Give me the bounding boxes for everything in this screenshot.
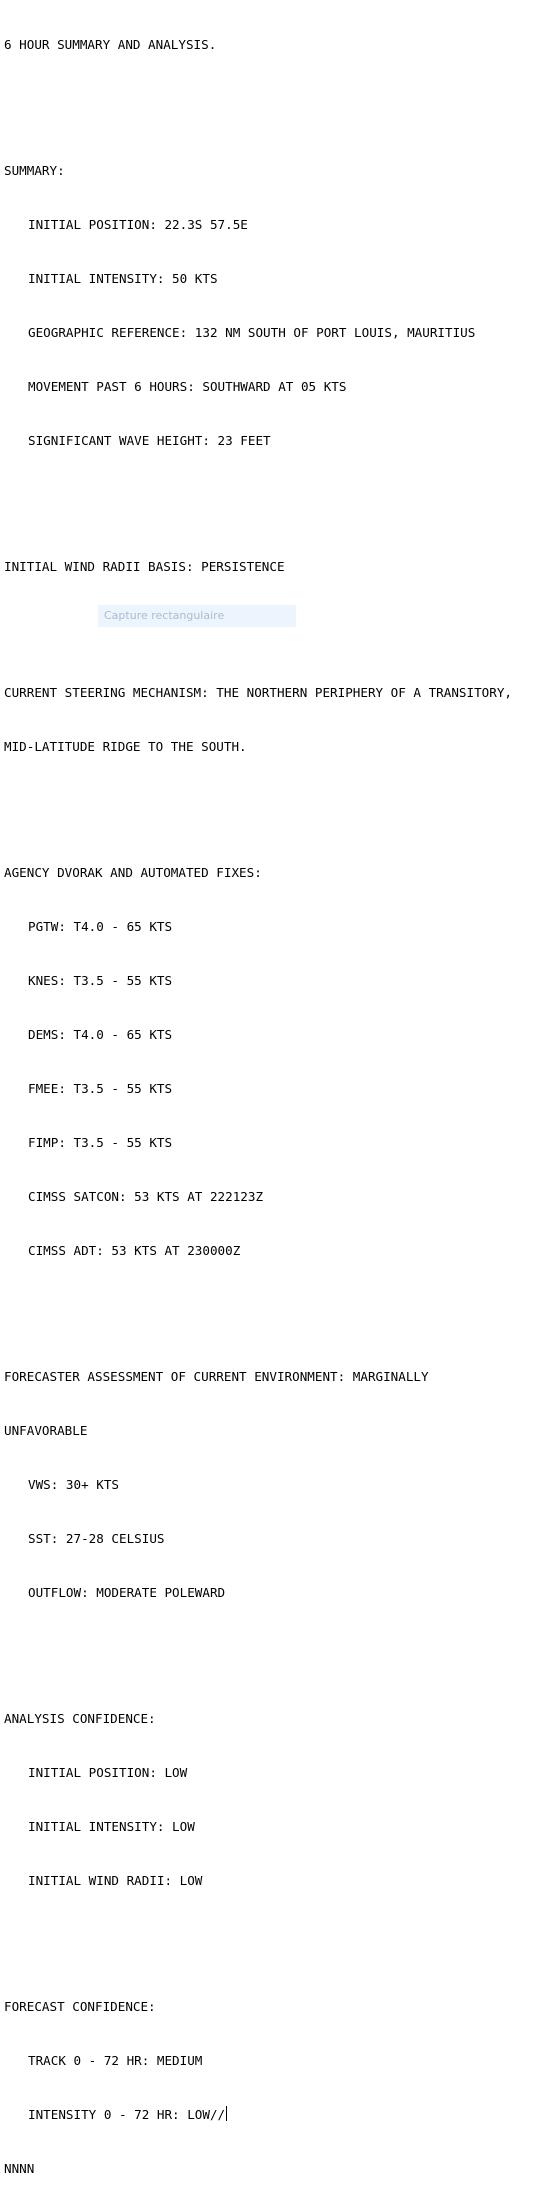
analysis-confidence-item: INITIAL POSITION: LOW: [28, 1765, 188, 1780]
summary-wave-height: SIGNIFICANT WAVE HEIGHT: 23 FEET: [28, 433, 271, 448]
forecast-confidence-track: TRACK 0 - 72 HR: MEDIUM: [28, 2053, 203, 2068]
fix-item: DEMS: T4.0 - 65 KTS: [28, 1027, 173, 1042]
bulletin-footer: NNNN: [4, 2161, 35, 2176]
forecast-confidence-intensity-row[interactable]: [4, 2106, 512, 2124]
bulletin-header: 6 HOUR SUMMARY AND ANALYSIS.: [4, 37, 217, 52]
analysis-confidence-item: INITIAL INTENSITY: LOW: [28, 1819, 195, 1834]
forecast-confidence-heading: FORECAST CONFIDENCE:: [4, 1999, 156, 2014]
wind-radii-basis: INITIAL WIND RADII BASIS: PERSISTENCE: [4, 559, 285, 574]
summary-initial-intensity: INITIAL INTENSITY: 50 KTS: [28, 271, 218, 286]
snipping-tooltip: Capture rectangulaire: [98, 605, 296, 627]
fix-item: PGTW: T4.0 - 65 KTS: [28, 919, 173, 934]
environment-item: SST: 27-28 CELSIUS: [28, 1531, 165, 1546]
analysis-confidence-item: INITIAL WIND RADII: LOW: [28, 1873, 203, 1888]
forecast-confidence-intensity: INTENSITY 0 - 72 HR: LOW//: [28, 2107, 226, 2122]
environment-item: OUTFLOW: MODERATE POLEWARD: [28, 1585, 226, 1600]
analysis-confidence-heading: ANALYSIS CONFIDENCE:: [4, 1711, 156, 1726]
fix-item: CIMSS SATCON: 53 KTS AT 222123Z: [28, 1189, 264, 1204]
environment-line-2: UNFAVORABLE: [4, 1423, 88, 1438]
summary-geographic-reference: GEOGRAPHIC REFERENCE: 132 NM SOUTH OF PORT LOUIS, MAURITIUS: [28, 325, 476, 340]
summary-movement: MOVEMENT PAST 6 HOURS: SOUTHWARD AT 05 KTS: [28, 379, 347, 394]
text-cursor: [226, 2106, 227, 2121]
bulletin-text: [4, 0, 512, 2196]
fix-item: FIMP: T3.5 - 55 KTS: [28, 1135, 173, 1150]
environment-line-1: FORECASTER ASSESSMENT OF CURRENT ENVIRONMENT: MARGINALLY: [4, 1369, 429, 1384]
environment-item: VWS: 30+ KTS: [28, 1477, 119, 1492]
fix-item: CIMSS ADT: 53 KTS AT 230000Z: [28, 1243, 241, 1258]
fixes-heading: AGENCY DVORAK AND AUTOMATED FIXES:: [4, 865, 262, 880]
steering-line-2: MID-LATITUDE RIDGE TO THE SOUTH.: [4, 739, 247, 754]
summary-initial-position: INITIAL POSITION: 22.3S 57.5E: [28, 217, 248, 232]
fix-item: KNES: T3.5 - 55 KTS: [28, 973, 173, 988]
steering-line-1: CURRENT STEERING MECHANISM: THE NORTHERN PERIPHERY OF A TRANSITORY,: [4, 685, 512, 700]
summary-heading: SUMMARY:: [4, 163, 65, 178]
fix-item: FMEE: T3.5 - 55 KTS: [28, 1081, 173, 1096]
